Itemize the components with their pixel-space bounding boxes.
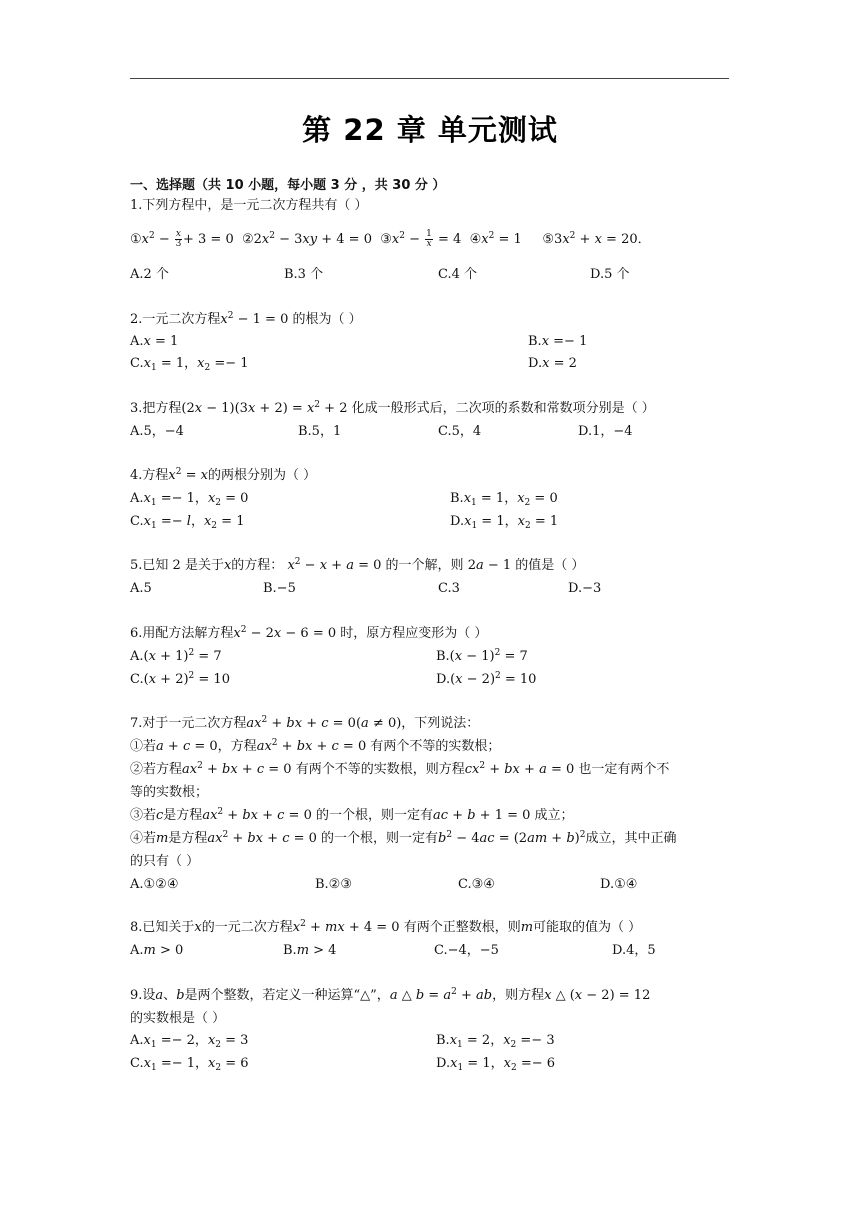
question-7-option-a: A.①②④ <box>130 877 179 892</box>
question-3-option-d: D.1，−4 <box>578 424 633 439</box>
question-4-option-c: $C.x_1 =- l$，$x_2 = 1$ <box>130 514 245 531</box>
question-6-stem: 6.用配方法解方程$x^2 - 2x - 6 = 0$ 时，原方程应变形为（ ） <box>130 625 488 641</box>
question-5-stem: 5.已知 2 是关于x的方程： $x^2 - x + a = 0$ 的一个解，则 2a − 1 的值是（ ） <box>130 557 585 573</box>
question-7-stem: 7.对于一元二次方程$ax^2$ + bx + c = 0(a ≠ 0)，下列说法： <box>130 715 480 731</box>
question-1-option-c: C.4 个 <box>438 267 478 282</box>
question-5-option-a: A.5 <box>130 581 152 596</box>
question-5-option-d: D.−3 <box>568 581 602 596</box>
question-6-option-a: $A.(x + 1)^2 = 7$ <box>130 648 222 664</box>
section-heading: 一、选择题（共 10 小题，每小题 3 分 ，共 30 分 ） <box>130 178 446 193</box>
question-1-option-a: A.2 个 <box>130 267 169 282</box>
question-7-statement-4: ④若m是方程$ax^2$ + bx + c = 0 的一个根，则一定有$b^2 - 4ac = (2am + b)^2$成立，其中正确 <box>130 830 677 846</box>
question-4-stem: 4.方程$x^2 = x$的两根分别为（ ） <box>130 467 317 483</box>
question-4-option-a: $A.x_1 =- 1$，$x_2 = 0$ <box>130 491 249 508</box>
question-5-option-b: B.−5 <box>263 581 296 596</box>
question-5-option-c: C.3 <box>438 581 460 596</box>
question-4-option-d: $D.x_1 = 1$，$x_2 = 1$ <box>450 514 559 531</box>
question-9-option-a: $A.x_1 =- 2$，$x_2 = 3$ <box>130 1033 249 1050</box>
question-7-option-b: B.②③ <box>315 877 352 892</box>
question-8-option-d: D.4，5 <box>612 943 656 958</box>
question-9-stem-cont: 的实数根是（ ） <box>130 1011 226 1026</box>
question-3-option-c: C.5，4 <box>438 424 482 439</box>
question-1-option-d: D.5 个 <box>590 267 630 282</box>
header-rule <box>130 78 729 79</box>
question-9-option-b: $B.x_1 = 2$，$x_2 =- 3$ <box>436 1033 555 1050</box>
question-6-option-d: $D.(x - 2)^2 = 10$ <box>436 671 537 687</box>
question-1-option-b: B.3 个 <box>284 267 324 282</box>
question-2-option-b: B.x =− 1 <box>528 334 588 349</box>
question-8-option-b: B.m > 4 <box>283 943 337 958</box>
question-7-statement-3: ③若c是方程$ax^2$ + bx + c = 0 的一个根，则一定有ac + b + 1 = 0 成立； <box>130 807 574 823</box>
question-7-statement-2-cont: 等的实数根； <box>130 785 209 800</box>
question-9-option-c: $C.x_1 =- 1$，$x_2 = 6$ <box>130 1056 249 1073</box>
question-4-option-b: $B.x_1 = 1$，$x_2 = 0$ <box>450 491 558 508</box>
question-7-option-d: D.①④ <box>600 877 638 892</box>
question-7-statement-1: ①若a + c = 0，方程$ax^2$ + bx + c = 0 有两个不等的实数根； <box>130 738 501 754</box>
question-7-statement-4-cont: 的只有（ ） <box>130 854 200 869</box>
question-6-option-b: $B.(x - 1)^2 = 7$ <box>436 648 528 664</box>
question-3-option-a: A.5，−4 <box>130 424 184 439</box>
question-7-option-c: C.③④ <box>458 877 495 892</box>
question-2-option-c: $C.x_1 = 1$，$x_2 =- 1$ <box>130 356 249 373</box>
question-2-option-d: D.x = 2 <box>528 356 577 371</box>
page-title: 第 22 章 单元测试 <box>302 113 558 147</box>
question-6-option-c: $C.(x + 2)^2 = 10$ <box>130 671 230 687</box>
question-9-option-d: $D.x_1 = 1$，$x_2 =- 6$ <box>436 1056 556 1073</box>
question-1-stem: 1.下列方程中，是一元二次方程共有（ ） <box>130 198 368 213</box>
question-8-stem: 8.已知关于x的一元二次方程$x^2$ + mx + 4 = 0 有两个正整数根，则m可能取的值为（ ） <box>130 919 642 935</box>
question-7-statement-2: ②若方程$ax^2$ + bx + c = 0 有两个不等的实数根，则方程$cx^2$ + bx + a = 0 也一定有两个不 <box>130 761 670 777</box>
question-8-option-c: C.−4，−5 <box>434 943 499 958</box>
question-3-stem: 3.把方程$(2x - 1)(3x + 2) = x^2 + 2$ 化成一般形式后，二次项的系数和常数项分别是（ ） <box>130 400 655 416</box>
question-3-option-b: B.5，1 <box>298 424 342 439</box>
question-2-option-a: A.x = 1 <box>130 334 179 349</box>
question-1-equations: $①x^2$ − $\frac{x}{3}$ + 3 = 0 $②2x^2 - 3xy + 4 = 0$ $③x^2$ − $\frac{1}{x}$ = 4 $④x^2 = 1$ $⑤3x^2 + x = 20$． <box>130 229 651 249</box>
question-2-stem: 2.一元二次方程$x^2 - 1 = 0$ 的根为（ ） <box>130 311 362 327</box>
question-8-option-a: A.m > 0 <box>130 943 184 958</box>
question-9-stem: 9.设a、b是两个整数，若定义一种运算“△”，a △ $b = a^2$ + ab，则方程x △ (x − 2) = 12 <box>130 987 651 1003</box>
